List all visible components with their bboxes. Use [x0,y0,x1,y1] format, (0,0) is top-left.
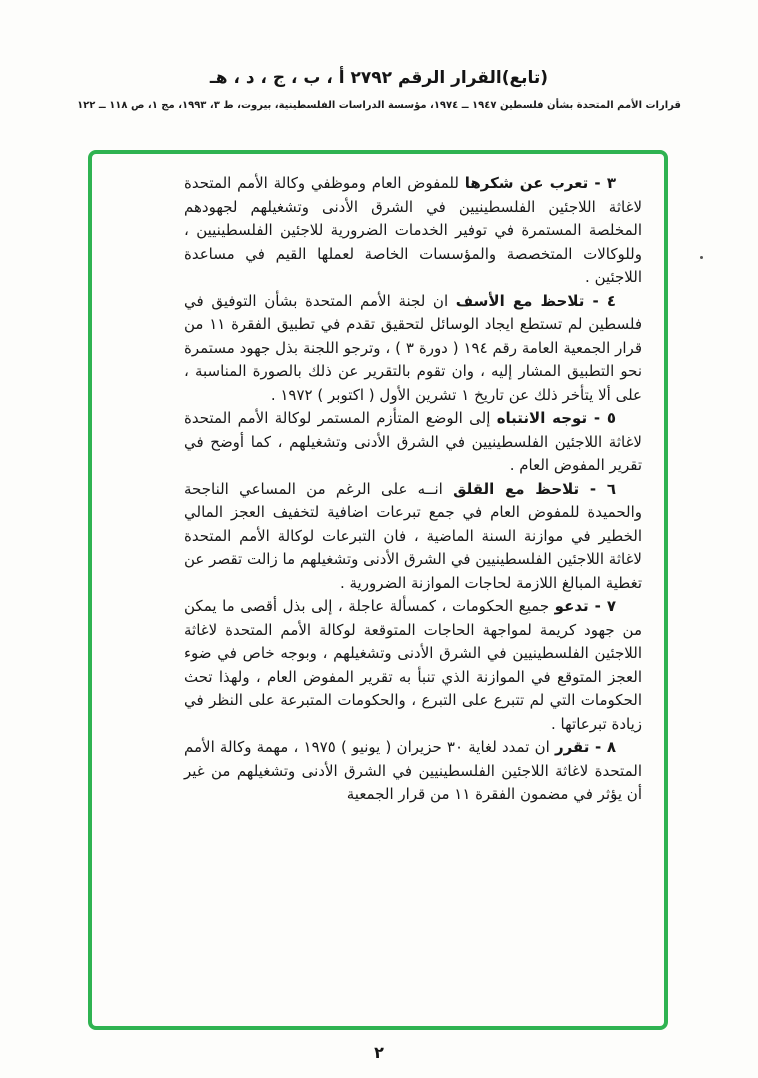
paragraph-3-body: للمفوض العام وموظفي وكالة الأمم المتحدة لاغاثة اللاجئين الفلسطينيين في الشرق الأدنى وتشغيلهم لجهودهم المخلصة المستمرة في توفير الخدمات الضرورية للاجئين الفلسطينيين ، وللوكالات المتخصصة والمؤسسات الخاصة لعملها القيم في مساعدة اللاجئين . [184,174,642,286]
paragraph-4-lead: ٤ - تلاحظ مع الأسف [455,291,616,310]
document-title: (تابع)القرار الرقم ٢٧٩٢ أ ، ب ، ج ، د ، هـ [209,68,549,88]
paragraph-4 [184,290,642,408]
paragraph-5-body: إلى الوضع المتأزم المستمر لوكالة الأمم المتحدة لاغاثة اللاجئين الفلسطينيين في الشرق الأدنى وتشغيلهم ، كما أوضح في تقرير المفوض العام . [184,409,642,474]
paragraph-5 [184,407,642,478]
document-header [0,68,758,111]
paragraph-3 [184,172,642,290]
content-border-box [88,150,668,1030]
paragraph-8 [184,736,642,807]
paragraph-6 [184,478,642,596]
paragraph-6-body: انــه على الرغم من المساعي الناجحة والحميدة للمفوض العام في جمع تبرعات اضافية لتخفيف العجز المالي الخطير في موازنة السنة الماضية ، فان التبرعات لوكالة الأمم المتحدة لاغاثة اللاجئين الفلسطينيين في الشرق الأدنى وتشغيلهم ما زالت تقصر عن تغطية المبالغ اللازمة لحاجات الموازنة الضرورية . [184,479,642,592]
paragraph-5-lead: ٥ - توجه الانتباه [496,409,616,427]
resolution-text-block [184,172,642,807]
paragraph-8-lead: ٨ - تقرر [554,738,616,756]
paragraph-7 [184,595,642,736]
paragraph-6-lead: ٦ - تلاحظ مع القلق [453,479,616,498]
paragraph-7-body: جميع الحكومات ، كمسألة عاجلة ، إلى بذل أقصى ما يمكن من جهود كريمة لمواجهة الحاجات المتوقعة لوكالة الأمم المتحدة لاغاثة اللاجئين الفلسطينيين في الشرق الأدنى وتشغيلهم ، وبوجه خاص في ضوء العجز المتوقع في الموازنة الذي تنبأ به تقرير المفوض العام ، ولهذا تحث الحكومات التي لم تتبرع على التبرع ، والحكومات المتبرعة على النظر في زيادة تبرعاتها . [184,597,642,733]
paragraph-3-lead: ٣ - تعرب عن شكرها [464,174,616,192]
page-number: ٢ [374,1043,384,1062]
paragraph-8-body: ان تمدد لغاية ٣٠ حزيران ( يونيو ) ١٩٧٥ ، مهمة وكالة الأمم المتحدة لاغاثة اللاجئين الفلسطينيين في الشرق الأدنى وتشغيلهم من غير أن يؤثر في مضمون الفقرة ١١ من قرار الجمعية [184,738,642,803]
paragraph-7-lead: ٧ - تدعو [554,597,616,615]
document-source-citation: قرارات الأمم المتحدة بشأن فلسطين ١٩٤٧ ــ ١٩٧٤، مؤسسة الدراسات الفلسطينية، بيروت، ط ٣، ١٩٩٣، مج ١، ص ١١٨ ــ ١٢٢ [77,100,681,111]
paragraph-4-body: ان لجنة الأمم المتحدة بشأن التوفيق في فلسطين لم تستطع ايجاد الوسائل لتحقيق تقدم في تطبيق الفقرة ١١ من قرار الجمعية العامة رقم ١٩٤ ( دورة ٣ ) ، وترجو اللجنة بذل جهود مستمرة نحو التطبيق المشار إليه ، وان تقوم بالتقرير عن ذلك بالصورة المناسبة ، على ألا يتأخر ذلك عن تاريخ ١ تشرين الأول ( اكتوبر ) ١٩٧٢ . [184,291,642,404]
scan-artifact-dot [700,256,703,259]
